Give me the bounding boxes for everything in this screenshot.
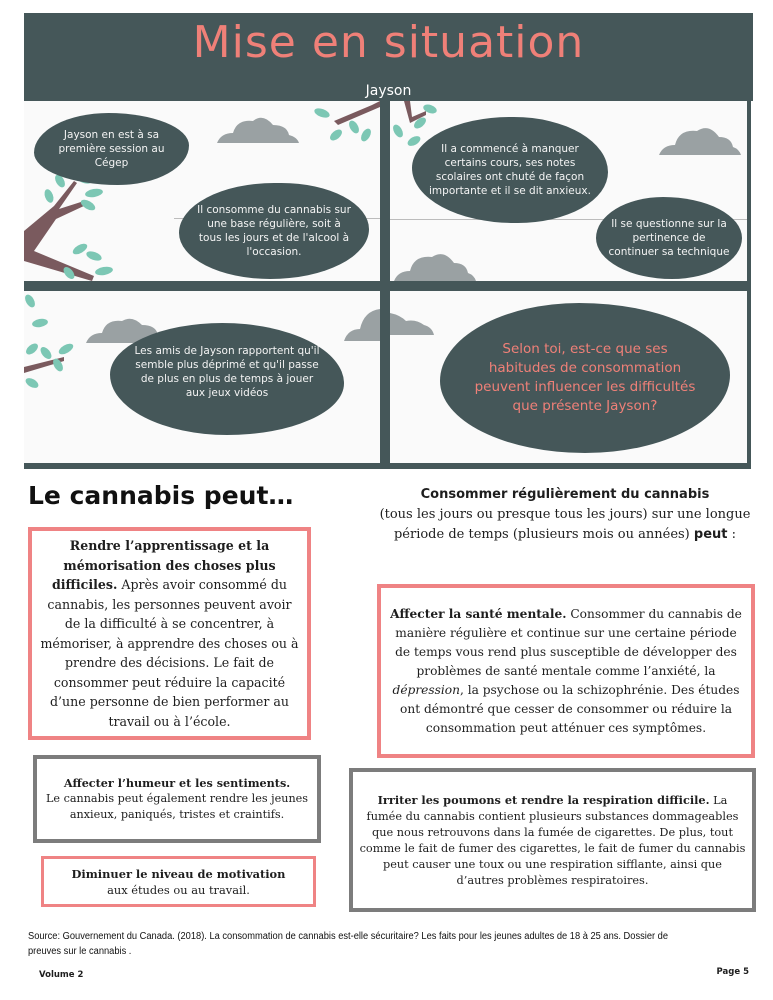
scenario-bubble-4: Il se questionne sur la pertinence de continuer sa technique xyxy=(596,197,742,279)
page-number: Page 5 xyxy=(716,967,749,977)
scenario-bubble-1: Jayson en est à sa première session au Cégep xyxy=(34,113,189,185)
info-box-mental-health-text: Consommer du cannabis de manière régulière et continue sur une certaine période de temps vous rend plus susceptible de développer des problèmes de santé mentale comme l’anxiété, la xyxy=(395,606,742,678)
scenario-cell-3 xyxy=(24,291,380,463)
info-box-learning-text: Après avoir consommé du cannabis, les personnes peuvent avoir de la difficulté à se concentrer, à mémoriser, à apprendre des choses ou à prendre des décisions. Le fait de consommer peut réduire la capacité d’une personne de bien performer au travail ou à l’école. xyxy=(40,577,299,729)
info-box-learning xyxy=(28,527,311,740)
right-heading-bold-peut: peut xyxy=(693,527,728,542)
cloud-icon xyxy=(344,305,380,341)
info-box-motivation xyxy=(41,856,316,907)
info-box-lungs xyxy=(349,768,756,912)
info-box-mood xyxy=(33,755,321,843)
info-box-motivation-title: Diminuer le niveau de motivation xyxy=(71,866,286,881)
info-box-mental-health-text-end: , la psychose ou la schizophrénie. Des études ont démontré que cesser de consommer ou réduire la consommation peut atténuer ces symptômes. xyxy=(400,682,740,735)
info-box-mental-health xyxy=(377,584,755,758)
right-heading-bold: Consommer régulièrement du cannabis xyxy=(420,487,710,502)
page-subtitle: Jayson xyxy=(365,83,412,99)
info-box-mental-health-title: Affecter la santé mentale. xyxy=(390,606,567,621)
scenario-panel xyxy=(24,101,751,469)
right-heading-text: (tous les jours ou presque tous les jours) sur une longue période de temps (plusieurs mois ou années) xyxy=(379,507,751,542)
source-citation: Source: Gouvernement du Canada. (2018). La consommation de cannabis est-elle sécuritaire? Les faits pour les jeunes adultes de 18 à 25 ans. Dossier de preuves sur le cannabis . xyxy=(28,931,669,957)
cloud-icon xyxy=(217,115,299,143)
cloud-icon xyxy=(390,309,434,335)
cloud-icon xyxy=(659,125,741,155)
right-section-heading xyxy=(375,485,755,545)
scenario-bubble-5: Les amis de Jayson rapportent qu'il semble plus déprimé et qu'il passe de plus en plus de temps à jouer aux jeux vidéos xyxy=(110,323,344,435)
info-box-lungs-title: Irriter les poumons et rendre la respiration difficile. xyxy=(377,792,710,807)
left-section-heading: Le cannabis peut… xyxy=(28,481,294,510)
scenario-cell-2 xyxy=(390,101,747,281)
scenario-cell-4 xyxy=(390,291,747,463)
scenario-cell-1 xyxy=(24,101,380,281)
right-heading-end: : xyxy=(727,527,737,542)
tree-branch-icon xyxy=(314,101,380,151)
scenario-bubble-3: Il a commencé à manquer certains cours, ses notes scolaires ont chuté de façon importante et il se dit anxieux. xyxy=(412,117,608,223)
tree-branch-icon xyxy=(24,291,84,391)
question-bubble: Selon toi, est-ce que ses habitudes de consommation peuvent influencer les difficultés que présente Jayson? xyxy=(440,303,730,453)
cloud-icon xyxy=(394,251,476,281)
info-box-mood-title: Affecter l’humeur et les sentiments. xyxy=(63,775,291,790)
info-box-mental-health-italic: dépression xyxy=(392,682,460,697)
info-box-motivation-text: aux études ou au travail. xyxy=(107,882,250,897)
info-box-lungs-text: La fumée du cannabis contient plusieurs substances dommageables que nous retrouvons dans la fumée de cigarettes. De plus, tout comme le fait de fumer des cigarettes, le fait de fumer du cannabis peut causer une toux ou une respiration sifflante, ainsi que d’autres problèmes respiratoires. xyxy=(359,793,746,887)
scenario-bubble-2: Il consomme du cannabis sur une base régulière, soit à tous les jours et de l'alcool à l'occasion. xyxy=(179,183,369,279)
volume-label: Volume 2 xyxy=(39,970,84,980)
info-box-learning-title: Rendre l’apprentissage et la mémorisation des choses plus difficiles. xyxy=(51,538,276,592)
page-title: Mise en situation xyxy=(192,17,585,68)
info-box-mood-text: Le cannabis peut également rendre les jeunes anxieux, paniqués, tristes et craintifs. xyxy=(45,792,309,821)
title-banner xyxy=(24,13,753,101)
